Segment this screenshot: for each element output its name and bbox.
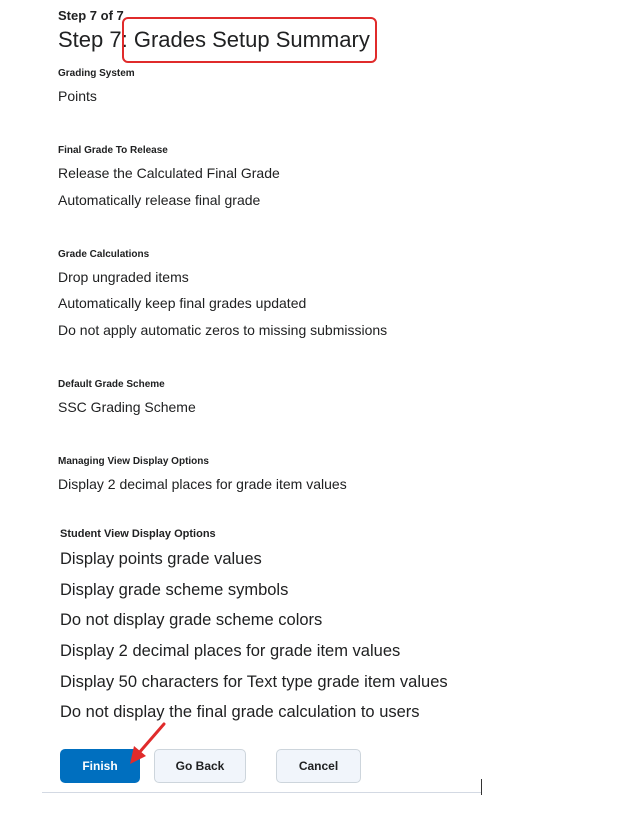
final-grade-value-1: Release the Calculated Final Grade xyxy=(58,165,280,181)
section-label-student-view: Student View Display Options xyxy=(60,528,216,540)
section-label-grading-system: Grading System xyxy=(58,68,135,79)
grade-calc-value-2: Automatically keep final grades updated xyxy=(58,295,307,311)
cancel-button[interactable]: Cancel xyxy=(276,749,361,783)
default-scheme-value: SSC Grading Scheme xyxy=(58,399,196,415)
section-label-managing-view: Managing View Display Options xyxy=(58,456,209,467)
student-view-value-6: Do not display the final grade calculation to users xyxy=(60,703,420,721)
go-back-button[interactable]: Go Back xyxy=(154,749,246,783)
step-counter: Step 7 of 7 xyxy=(58,8,124,23)
student-view-value-2: Display grade scheme symbols xyxy=(60,581,289,599)
student-view-value-5: Display 50 characters for Text type grade item values xyxy=(60,673,448,691)
student-view-value-4: Display 2 decimal places for grade item values xyxy=(60,642,401,660)
student-view-value-3: Do not display grade scheme colors xyxy=(60,611,323,629)
managing-view-value: Display 2 decimal places for grade item values xyxy=(58,476,347,492)
section-label-default-scheme: Default Grade Scheme xyxy=(58,379,165,390)
grade-calc-value-1: Drop ungraded items xyxy=(58,269,189,285)
student-view-value-1: Display points grade values xyxy=(60,550,262,568)
grade-calc-value-3: Do not apply automatic zeros to missing submissions xyxy=(58,322,388,338)
footer-divider xyxy=(42,792,482,793)
section-label-final-grade: Final Grade To Release xyxy=(58,145,168,156)
grading-system-value: Points xyxy=(58,88,97,104)
section-label-grade-calculations: Grade Calculations xyxy=(58,249,150,260)
final-grade-value-2: Automatically release final grade xyxy=(58,192,261,208)
finish-button[interactable]: Finish xyxy=(60,749,140,783)
text-cursor xyxy=(481,779,482,795)
annotation-arrow-icon xyxy=(126,720,170,766)
annotation-highlight-box xyxy=(122,17,377,63)
page-title: Step 7: Grades Setup Summary xyxy=(58,27,370,52)
